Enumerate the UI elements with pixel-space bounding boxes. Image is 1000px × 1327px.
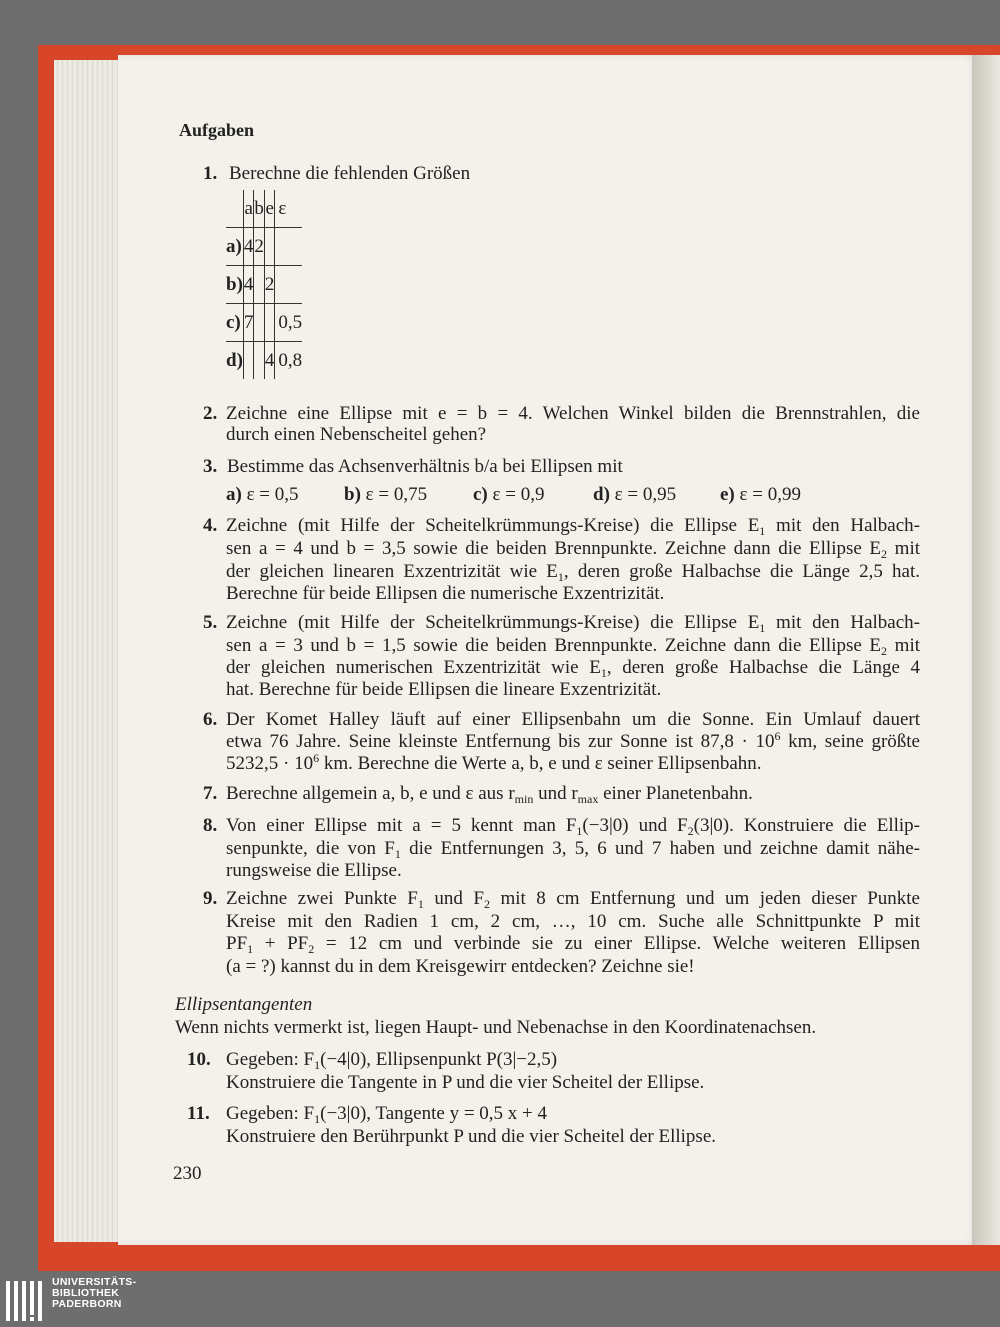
task-number: 2. <box>203 403 218 424</box>
table-cell <box>264 228 275 266</box>
task-text: sen a = 4 und b = 3,5 sowie die beiden Brennpunkte. Zeichne dann die Ellipse $E_2$ mit <box>226 538 920 561</box>
task-text: Gegeben: $F_1(-4|0)$, Ellipsenpunkt P(3|−2,5) <box>226 1049 558 1072</box>
task-text: der gleichen linearen Exzentrizität wie $E_1$, deren große Halbachse die Länge 2,5 hat. <box>226 561 920 584</box>
task-text: Gegeben: $F_1(-3|0)$, Tangente y = 0,5 x + 4 <box>226 1103 547 1126</box>
table-row <box>226 266 302 304</box>
library-name-line: UNIVERSITÄTS- <box>52 1276 137 1288</box>
page-number: 230 <box>173 1163 202 1184</box>
table-cell: 2 <box>254 228 265 266</box>
values-table <box>226 190 302 379</box>
task-text: hat. Berechne für beide Ellipsen die lineare Exzentrizität. <box>226 679 662 700</box>
option-b: b) ε = 0,75 <box>344 484 428 505</box>
table-row <box>226 228 302 266</box>
table-row <box>226 304 302 342</box>
section-title: Ellipsentangenten <box>175 994 313 1015</box>
task-number: 4. <box>203 515 218 536</box>
row-label: b) <box>226 266 243 304</box>
option-a: a) ε = 0,5 <box>226 484 299 505</box>
task-number: 3. <box>203 456 218 477</box>
task-text: Konstruiere den Berührpunkt P und die vier Scheitel der Ellipse. <box>226 1126 717 1147</box>
option-c: c) ε = 0,9 <box>473 484 545 505</box>
task-number: 7. <box>203 783 218 804</box>
library-footer <box>0 1271 1000 1327</box>
section-intro: Wenn nichts vermerkt ist, liegen Haupt- und Nebenachse in den Koordinatenachsen. <box>175 1017 817 1038</box>
task-number: 10. <box>187 1049 211 1070</box>
page-edges <box>54 60 124 1242</box>
table-header-row <box>226 190 302 228</box>
table-cell <box>254 266 265 304</box>
table-cell: 4 <box>264 342 275 380</box>
task-text: rungsweise die Ellipse. <box>226 860 402 881</box>
table-cell: 2 <box>264 266 275 304</box>
task-number: 9. <box>203 888 218 909</box>
table-cell <box>275 266 302 304</box>
task-text: sen a = 3 und b = 1,5 sowie die beiden Brennpunkte. Zeichne dann die Ellipse $E_2$ mit <box>226 635 920 658</box>
table-cell <box>275 228 302 266</box>
task-number: 5. <box>203 612 218 633</box>
task-text: Berechne für beide Ellipsen die numerische Exzentrizität. <box>226 583 665 604</box>
option-d: d) ε = 0,95 <box>593 484 677 505</box>
task-text: Konstruiere die Tangente in P und die vier Scheitel der Ellipse. <box>226 1072 705 1093</box>
table-cell <box>254 304 265 342</box>
table-cell: 4 <box>243 228 254 266</box>
row-label: c) <box>226 304 243 342</box>
table-cell <box>254 342 265 380</box>
task-text: Berechne allgemein a, b, e und ε aus $r_{min}$ und $r_{max}$ einer Planetenbahn. <box>226 783 753 806</box>
table-header: ε <box>275 190 302 228</box>
task-text: Zeichne (mit Hilfe der Scheitelkrümmungs-Kreise) die Ellipse $E_1$ mit den Halbach- <box>226 515 920 538</box>
task-text: Zeichne (mit Hilfe der Scheitelkrümmungs-Kreise) die Ellipse $E_1$ mit den Halbach- <box>226 612 920 635</box>
table-header: b <box>254 190 265 228</box>
task-text: durch einen Nebenscheitel gehen? <box>226 424 487 445</box>
table-row <box>226 342 302 380</box>
section-heading: Aufgaben <box>179 120 255 140</box>
table-cell: 4 <box>243 266 254 304</box>
task-text: Der Komet Halley läuft auf einer Ellipsenbahn um die Sonne. Ein Umlauf dauert <box>226 709 920 730</box>
task-number: 8. <box>203 815 218 836</box>
task-text: $5232,5 \cdot 10^6$ km. Berechne die Werte a, b, e und ε seiner Ellipsenbahn. <box>226 751 762 774</box>
table-header: a <box>243 190 254 228</box>
task-text: $PF_1 + PF_2 = 12$ cm und verbinde sie zu einer Ellipse. Welche weiteren Ellipsen <box>226 933 920 956</box>
option-e: e) ε = 0,99 <box>720 484 801 505</box>
table-cell: 7 <box>243 304 254 342</box>
task-text: Von einer Ellipse mit a = 5 kennt man $F_1(-3|0)$ und $F_2(3|0)$. Konstruiere die Ellip- <box>226 815 920 838</box>
task-number: 6. <box>203 709 218 730</box>
task-text: der gleichen numerischen Exzentrizität wie $E_1$, deren große Halbachse die Länge 4 <box>226 657 921 680</box>
table-cell: 0,5 <box>275 304 302 342</box>
table-cell: 0,8 <box>275 342 302 380</box>
table-header: e <box>264 190 275 228</box>
task-text: (a = ?) kannst du in dem Kreisgewirr entdecken? Zeichne sie! <box>226 956 695 977</box>
task-text: Kreise mit den Radien 1 cm, 2 cm, …, 10 cm. Suche alle Schnittpunkte P mit <box>226 911 920 932</box>
library-logo-icon <box>4 1279 44 1323</box>
row-label: d) <box>226 349 243 371</box>
table-cell <box>264 304 275 342</box>
task-text: Bestimme das Achsenverhältnis b/a bei Ellipsen mit <box>227 456 623 477</box>
task-number: 11. <box>187 1103 210 1124</box>
task-text: senpunkte, die von $F_1$ die Entfernungen 3, 5, 6 und 7 haben und zeichne damit nähe- <box>226 838 920 861</box>
row-label: a) <box>226 228 243 266</box>
task-text: Zeichne eine Ellipse mit e = b = 4. Welchen Winkel bilden die Brennstrahlen, die <box>226 403 920 424</box>
task-text: Berechne die fehlenden Größen <box>229 163 471 184</box>
task-text: etwa 76 Jahre. Seine kleinste Entfernung bis zur Sonne ist $87,8 \cdot 10^6$ km, seine größte <box>226 729 920 752</box>
next-page-edge <box>972 55 1000 1245</box>
library-name-line: PADERBORN <box>52 1298 122 1310</box>
table-cell <box>243 342 254 380</box>
library-name-line: BIBLIOTHEK <box>52 1287 120 1299</box>
library-name <box>52 1277 136 1310</box>
task-text: Zeichne zwei Punkte $F_1$ und $F_2$ mit 8 cm Entfernung und um jeden dieser Punkte <box>226 888 920 911</box>
task-number: 1. <box>203 163 218 184</box>
